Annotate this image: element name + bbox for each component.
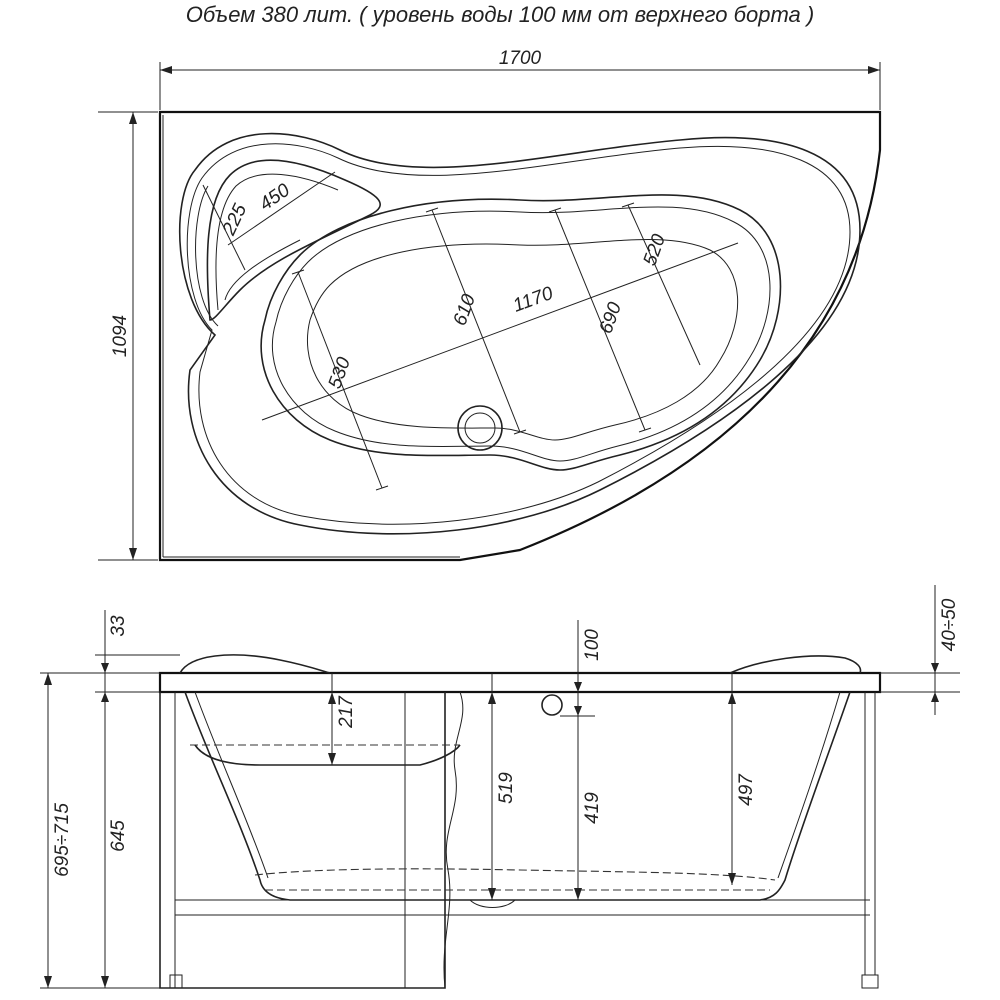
dim-text-419: 419 <box>582 792 603 824</box>
support-frame <box>170 692 878 988</box>
dimension-1170 <box>262 243 738 420</box>
overflow-hole <box>542 695 562 715</box>
dimension-519 <box>488 673 517 900</box>
dim-text-33: 33 <box>108 615 129 637</box>
dimension-40-50 <box>880 585 960 715</box>
dim-text-530: 530 <box>324 354 356 392</box>
dimension-695-715 <box>44 673 73 988</box>
dim-text-100: 100 <box>582 629 603 661</box>
dimension-217 <box>328 673 357 765</box>
dimension-1700 <box>160 48 880 110</box>
dimension-645 <box>101 692 129 988</box>
dim-text-645: 645 <box>108 820 129 852</box>
dimension-33 <box>101 610 129 702</box>
dimension-520 <box>622 203 700 365</box>
dimension-100 <box>560 620 603 900</box>
dim-text-690: 690 <box>595 299 627 337</box>
tub-inner-bowl <box>261 195 780 470</box>
dimension-610 <box>426 208 526 434</box>
dim-text-1700: 1700 <box>498 48 542 69</box>
drawing-title: Объем 380 лит. ( уровень воды 100 мм от верхнего борта ) <box>185 2 815 27</box>
dim-text-450: 450 <box>255 179 294 216</box>
dim-text-217: 217 <box>336 696 357 728</box>
dim-text-1094: 1094 <box>110 314 131 358</box>
dim-text-695-715: 695÷715 <box>52 803 73 877</box>
dim-text-520: 520 <box>639 231 671 269</box>
dim-text-40-50: 40÷50 <box>939 598 960 652</box>
dim-text-1170: 1170 <box>510 282 556 317</box>
side-view <box>40 585 960 988</box>
dim-text-610: 610 <box>449 291 481 329</box>
dim-text-497: 497 <box>736 774 757 806</box>
dimension-530 <box>292 270 388 490</box>
tub-floor <box>307 240 737 440</box>
seat-outline <box>207 160 380 320</box>
dim-text-519: 519 <box>496 772 517 804</box>
top-view <box>98 48 880 560</box>
dim-text-225: 225 <box>218 200 252 239</box>
dimension-497 <box>728 673 757 885</box>
side-top-rim <box>160 673 880 692</box>
dimension-1094 <box>98 112 158 560</box>
